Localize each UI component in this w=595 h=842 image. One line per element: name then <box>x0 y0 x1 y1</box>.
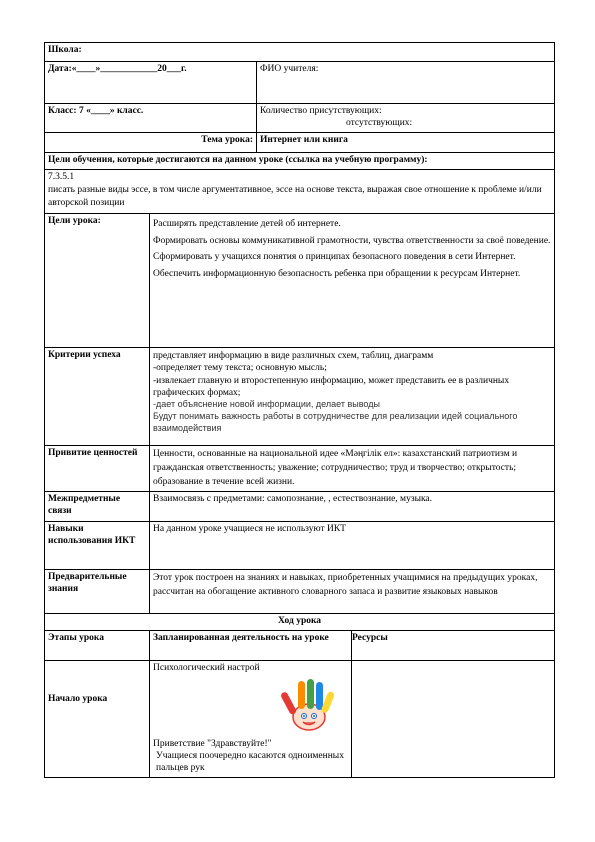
prior-knowledge-text: Этот урок построен на знаниях и навыках, приобретенных учащимися на предыдущих уроках, рассчитан на обогащение активного словарного запаса и развитие языковых навыков <box>150 570 555 614</box>
success-criteria-list <box>150 348 555 446</box>
criteria-item: -определяет тему текста; основную мысль; <box>153 363 327 374</box>
school-field: Школа: <box>45 43 555 62</box>
criteria-item: -извлекает главную и второстепенную информацию, может представить ее в различных графических формах; <box>153 375 510 399</box>
interdisciplinary-label: Межпредметные связи <box>45 492 150 522</box>
stage1-heading: Психологический настрой <box>153 663 260 674</box>
col-stages-header: Этапы урока <box>45 631 150 661</box>
stage1-instruction: Учащиеся поочередно касаются одноименных пальцев рук <box>156 751 344 773</box>
topic-label: Тема урока: <box>45 132 257 152</box>
lesson-goal-item: Сформировать у учащихся понятия о принципах безопасного поведения в сети Интернет. <box>153 252 516 263</box>
values-label: Привитие ценностей <box>45 446 150 492</box>
learning-goal-code: 7.3.5.1 <box>48 171 75 182</box>
prior-knowledge-label: Предварительные знания <box>45 570 150 614</box>
lesson-goal-item: Формировать основы коммуникативной грамотности, чувства ответственности за своё поведение. <box>153 235 551 246</box>
learning-goals-label: Цели обучения, которые достигаются на данном уроке (ссылка на учебную программу): <box>45 152 555 169</box>
learning-goal-text: писать разные виды эссе, в том числе аргументативное, эссе на основе текста, выражая свое отношение к проблеме и/или авторской позиции <box>48 184 542 209</box>
stage1-name: Начало урока <box>45 661 150 778</box>
lesson-plan <box>44 42 554 778</box>
lesson-goals-list <box>150 214 555 348</box>
ict-label: Навыки использования ИКТ <box>45 522 150 570</box>
interdisciplinary-text: Взаимосвязь с предметами: самопознание, , естествознание, музыка. <box>150 492 555 522</box>
teacher-field: ФИО учителя: <box>257 62 555 104</box>
col-resources-header <box>352 631 555 661</box>
attendance-absent: отсутствующих: <box>346 117 413 128</box>
ict-text: На данном уроке учащиеся не используют ИКТ <box>150 522 555 570</box>
lesson-goals-label: Цели урока: <box>45 214 150 348</box>
col-resources-label: Ресурсы <box>352 633 388 644</box>
class-field: Класс: 7 «____» класс. <box>45 104 257 133</box>
attendance-field <box>257 104 555 133</box>
learning-goals-content <box>45 169 555 213</box>
criteria-item: представляет информацию в виде различных схем, таблиц, диаграмм <box>153 351 434 362</box>
lesson-plan-table <box>44 42 555 778</box>
date-field: Дата:«____»____________20___г. <box>45 62 257 104</box>
stage1-greeting: Приветствие "Здравствуйте!" <box>153 739 272 750</box>
lesson-goal-item: Расширять представление детей об интернете. <box>153 219 341 230</box>
success-criteria-label: Критерии успеха <box>45 348 150 446</box>
colorful-hand-icon <box>273 677 345 733</box>
lesson-flow-title: Ход урока <box>45 614 555 631</box>
criteria-item: Будут понимать важность работы в сотрудничестве для реализации идей социального взаимодействия <box>153 411 518 433</box>
stage1-activity <box>150 661 352 778</box>
col-activity-header: Запланированная деятельность на уроке <box>150 631 352 661</box>
values-text: Ценности, основанные на национальной идее «Мәңгілік ел»: казахстанский патриотизм и гражданская ответственность; уважение; сотрудничество; труд и творчество; открытость; образование в течение всей жизни. <box>150 446 555 492</box>
criteria-item: -дает объяснение новой информации, делает выводы <box>153 399 380 410</box>
stage1-resources <box>352 661 555 778</box>
lesson-goal-item: Обеспечить информационную безопасность ребенка при обращении к ресурсам Интернет. <box>153 268 521 279</box>
attendance-present: Количество присутствующих: <box>260 106 382 116</box>
topic-value: Интернет или книга <box>257 132 555 152</box>
